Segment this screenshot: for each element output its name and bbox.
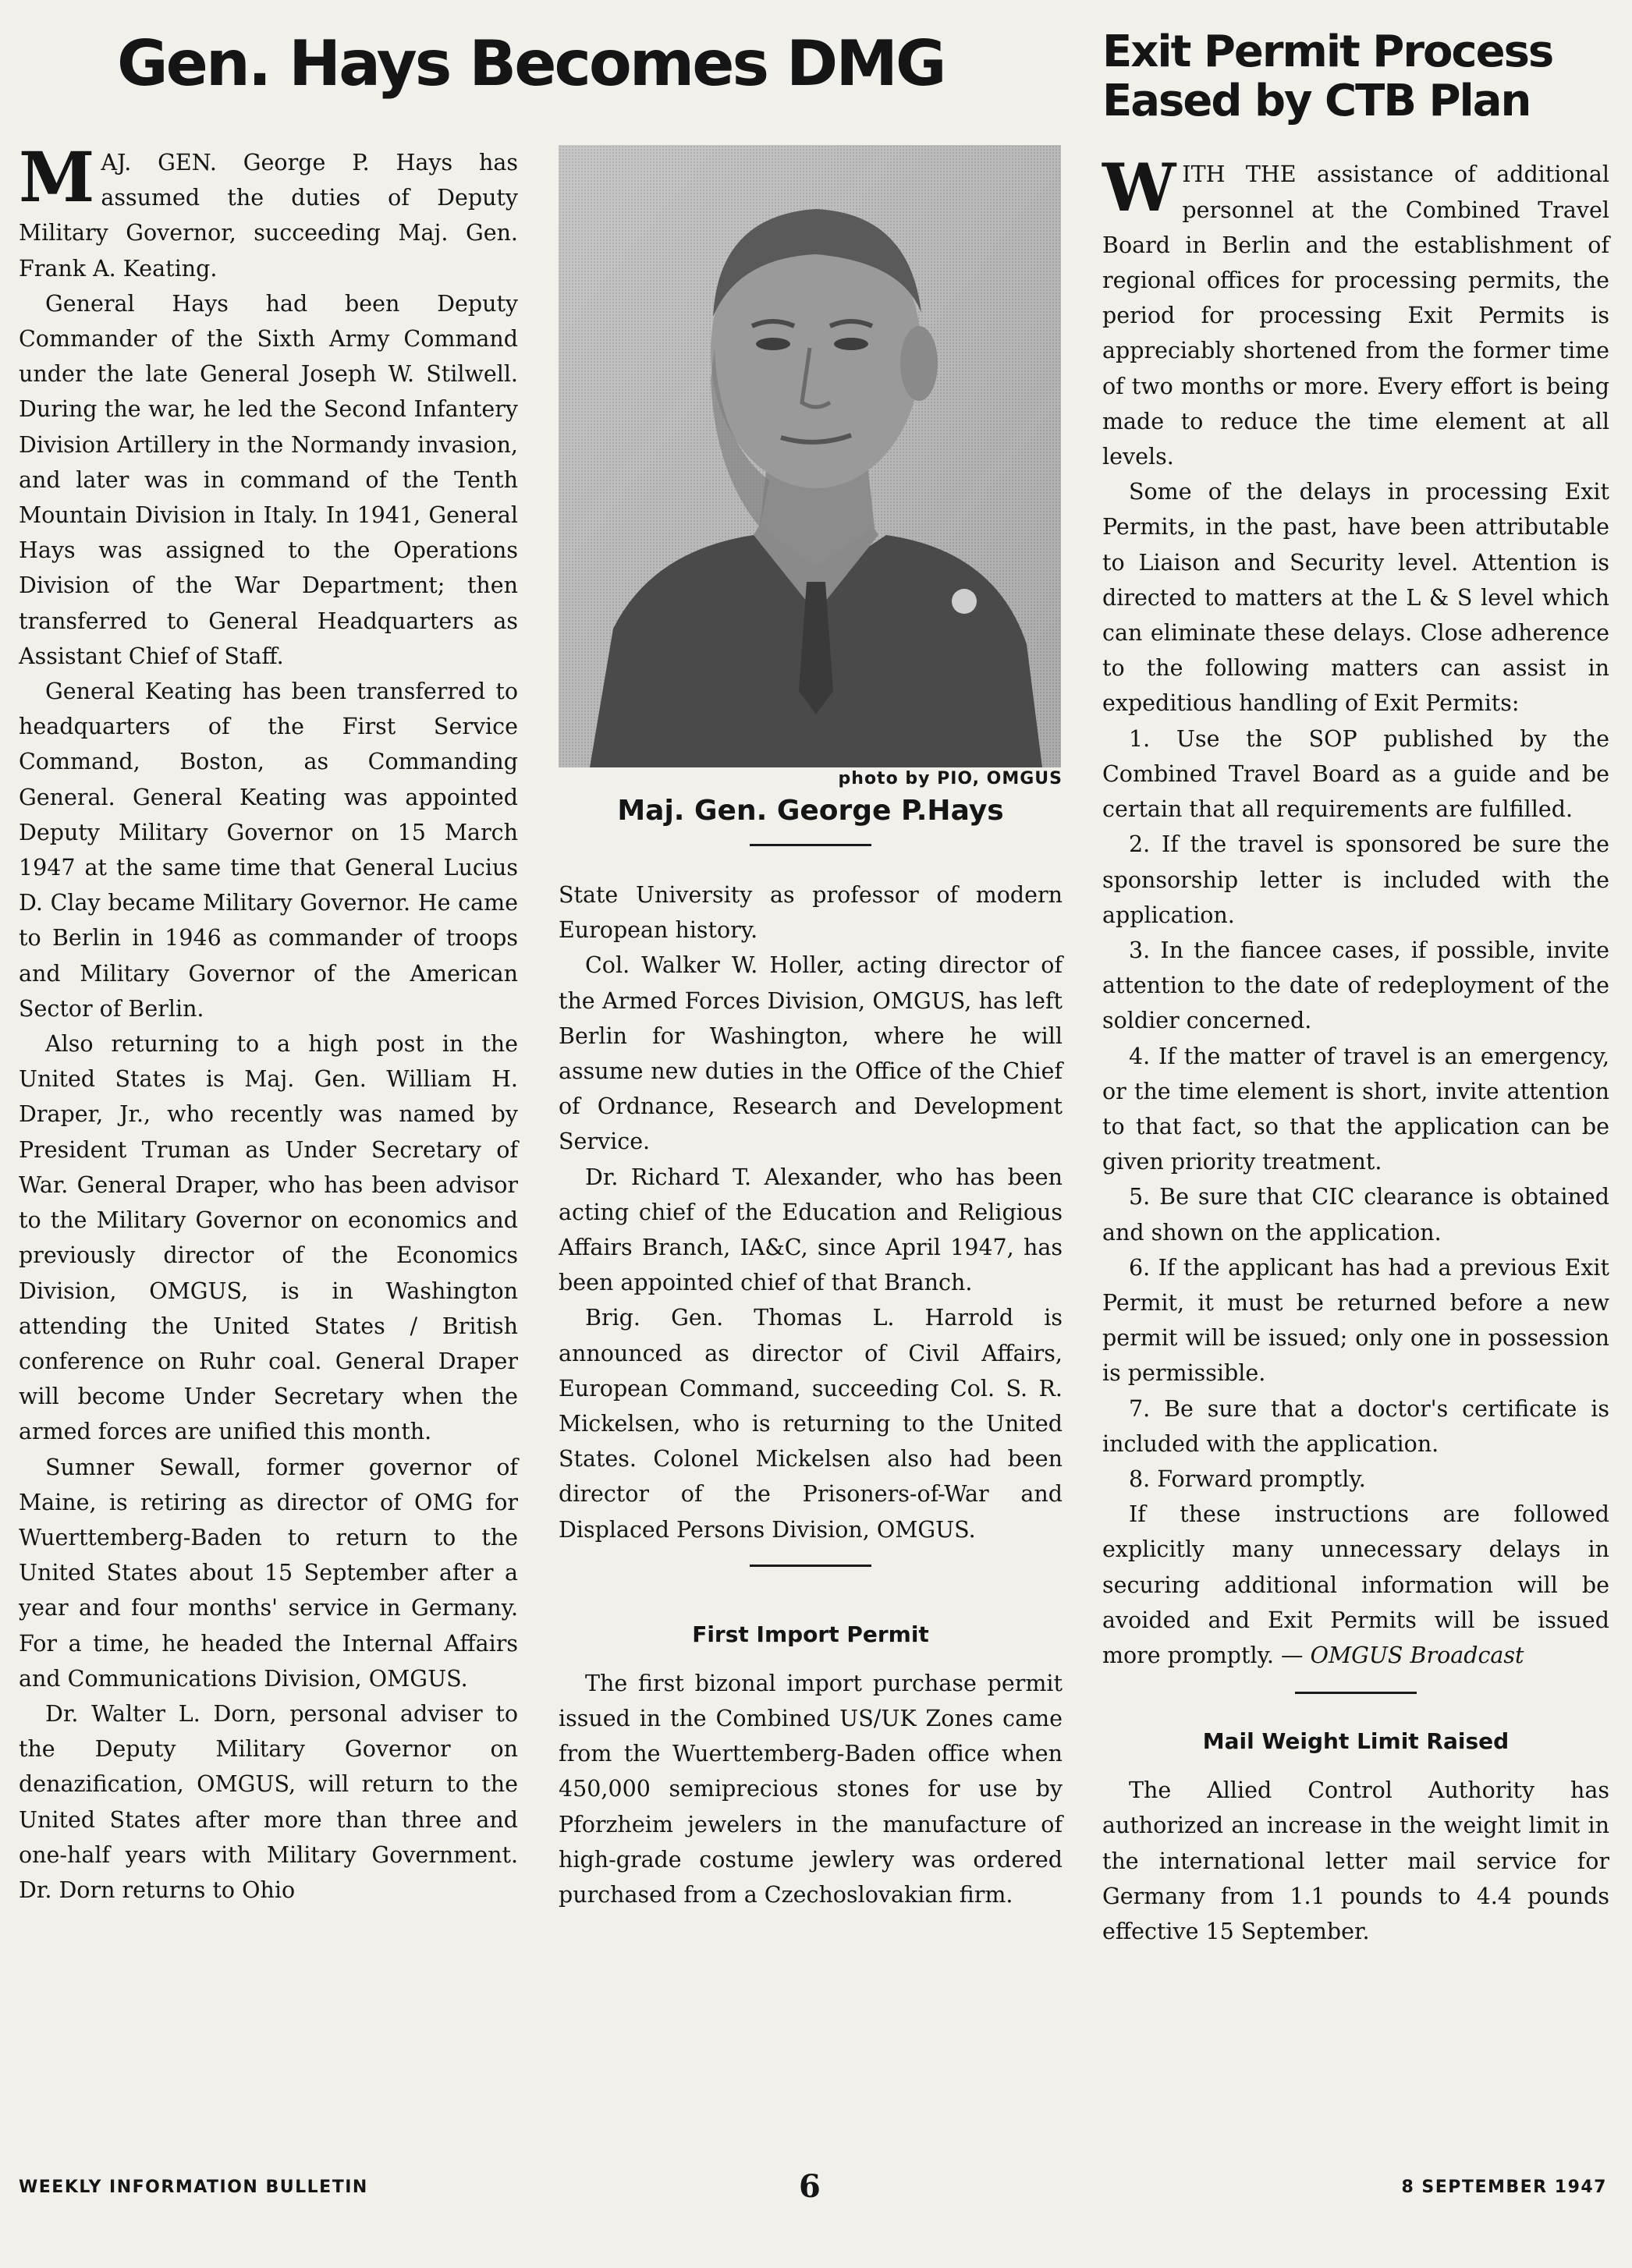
article-paragraph: If these instructions are followed explicitly many unnecessary delays in securing additional information will be avoided and Exit Permits will be issued more promptly. — OMGUS Broadcast — [1102, 1501, 1609, 1668]
import-permit-text: The first bizonal import purchase permit issued in the Combined US/UK Zones came from the Wuerttemberg-Baden office when 450,000 semiprecious stones for use by Pforzheim jewelers in the manufacture of high-grade costume jewlery was ordered purchased from a Czechoslovakian firm. — [559, 1670, 1063, 1908]
exit-permit-headline-line1: Exit Permit Process — [1102, 27, 1553, 77]
article-paragraph: State University as professor of modern European history. — [559, 882, 1063, 944]
exit-permit-headline-line2: Eased by CTB Plan — [1102, 75, 1531, 126]
article-paragraph: Also returning to a high post in the United States is Maj. Gen. William H. Draper, Jr., who recently was named by President Truman as Under Secretary of War. General Draper, who has been advisor to the Military Governor on economics and previously director of the Economics Division, OMGUS, is in Washington attending the United States / British conference on Ruhr coal. General Draper will become Under Secretary when the armed forces are unified this month. — [19, 1031, 518, 1445]
drop-cap-m: M — [19, 136, 95, 218]
article-paragraph: Dr. Walter L. Dorn, personal adviser to the Deputy Military Governor on denazification, OMGUS, will return to the United States after more than three and one-half years with Military Government. Dr. Dorn returns to Ohio — [19, 1700, 518, 1903]
footer-page-number: 6 — [799, 2168, 821, 2205]
footer-date: 8 SEPTEMBER 1947 — [1401, 2178, 1607, 2197]
article-paragraph: Some of the delays in processing Exit Permits, in the past, have been attributable to Liaison and Security level. Attention is directed to matters at the L & S level which can eliminate these delays. Close adherence to the following matters can assist in expeditious handling of Exit Permits: — [1102, 479, 1609, 717]
middle-column — [559, 145, 1063, 1912]
article-paragraph: General Hays had been Deputy Commander of the Sixth Army Command under the late General Joseph W. Stilwell. During the war, he led the Second Infantery Division Artillery in the Normandy invasion, and later was in command of the Tenth Mountain Division in Italy. In 1941, General Hays was assigned to the Operations Division of the War Department; then transferred to General Headquarters as Assistant Chief of Staff. — [19, 290, 518, 669]
list-item: 7. Be sure that a doctor's certificate is included with the application. — [1102, 1395, 1609, 1457]
right-column — [1102, 28, 1609, 1949]
list-item: 4. If the matter of travel is an emergency, or the time element is short, invite attention to that fact, so that the application can be given priority treatment. — [1102, 1043, 1609, 1175]
article-paragraph: Sumner Sewall, former governor of Maine, is retiring as director of OMG for Wuerttemberg-Baden to return to the United States about 15 September after a year and four months' service in Germany. For a time, he headed the Internal Affairs and Communications Division, OMGUS. — [19, 1454, 518, 1692]
photo-caption: Maj. Gen. George P.Hays — [617, 795, 1004, 827]
article-paragraph: Brig. Gen. Thomas L. Harrold is announced as director of Civil Affairs, European Command, succeeding Col. S. R. Mickelsen, who is returning to the United States. Colonel Mickelsen also had been director of the Prisoners-of-War and Displaced Persons Division, OMGUS. — [559, 1305, 1063, 1543]
article-source: OMGUS Broadcast — [1310, 1642, 1524, 1668]
article-paragraph: Col. Walker W. Holler, acting director of the Armed Forces Division, OMGUS, has left Berlin for Washington, where he will assume new duties in the Office of the Chief of Ordnance, Research and Development Service. — [559, 952, 1063, 1155]
divider-rule — [1295, 1692, 1417, 1694]
drop-cap-w: W — [1102, 149, 1176, 227]
photo-credit: photo by PIO, OMGUS — [838, 769, 1063, 788]
list-item: 5. Be sure that CIC clearance is obtained and shown on the application. — [1102, 1184, 1609, 1246]
main-headline: Gen. Hays Becomes DMG — [117, 27, 945, 100]
left-column — [19, 136, 518, 1908]
exit-permit-headline — [1102, 28, 1609, 126]
article-paragraph: Dr. Richard T. Alexander, who has been acting chief of the Education and Religious Affairs Branch, IA&C, since April 1947, has been appointed chief of that Branch. — [559, 1164, 1063, 1296]
mail-weight-title: Mail Weight Limit Raised — [1202, 1728, 1510, 1755]
import-permit-title: First Import Permit — [692, 1621, 929, 1647]
footer-publication: WEEKLY INFORMATION BULLETIN — [19, 2178, 368, 2197]
divider-rule — [750, 1565, 871, 1567]
portrait-photo — [559, 145, 1061, 767]
article-paragraph: WITH THE assistance of additional personnel at the Combined Travel Board in Berlin and the establishment of regional offices for processing permits, the period for processing Exit Permits is appreciably shortened from the former time of two months or more. Every effort is being made to reduce the time element at all levels. — [1102, 149, 1609, 470]
list-item: 1. Use the SOP published by the Combined Travel Board as a guide and be certain that all requirements are fulfilled. — [1102, 725, 1609, 823]
divider-rule — [750, 844, 871, 846]
list-item: 8. Forward promptly. — [1129, 1465, 1366, 1492]
list-item: 6. If the applicant has had a previous Exit Permit, it must be returned before a new permit will be issued; only one in possession is permissible. — [1102, 1254, 1609, 1387]
list-item: 3. In the fiancee cases, if possible, invite attention to the date of redeployment of the soldier concerned. — [1102, 937, 1609, 1034]
article-paragraph: General Keating has been transferred to headquarters of the First Service Command, Boston, as Commanding General. General Keating was appointed Deputy Military Governor on 15 March 1947 at the same time that General Lucius D. Clay became Military Governor. He came to Berlin in 1946 as commander of troops and Military Governor of the American Sector of Berlin. — [19, 679, 518, 1022]
article-paragraph: MAJ. GEN. George P. Hays has assumed the duties of Deputy Military Governor, succeeding Maj. Gen. Frank A. Keating. — [19, 136, 518, 282]
list-item: 2. If the travel is sponsored be sure the sponsorship letter is included with the application. — [1102, 831, 1609, 928]
mail-weight-text: The Allied Control Authority has authorized an increase in the weight limit in the international letter mail service for Germany from 1.1 pounds to 4.4 pounds effective 15 September. — [1102, 1777, 1609, 1944]
